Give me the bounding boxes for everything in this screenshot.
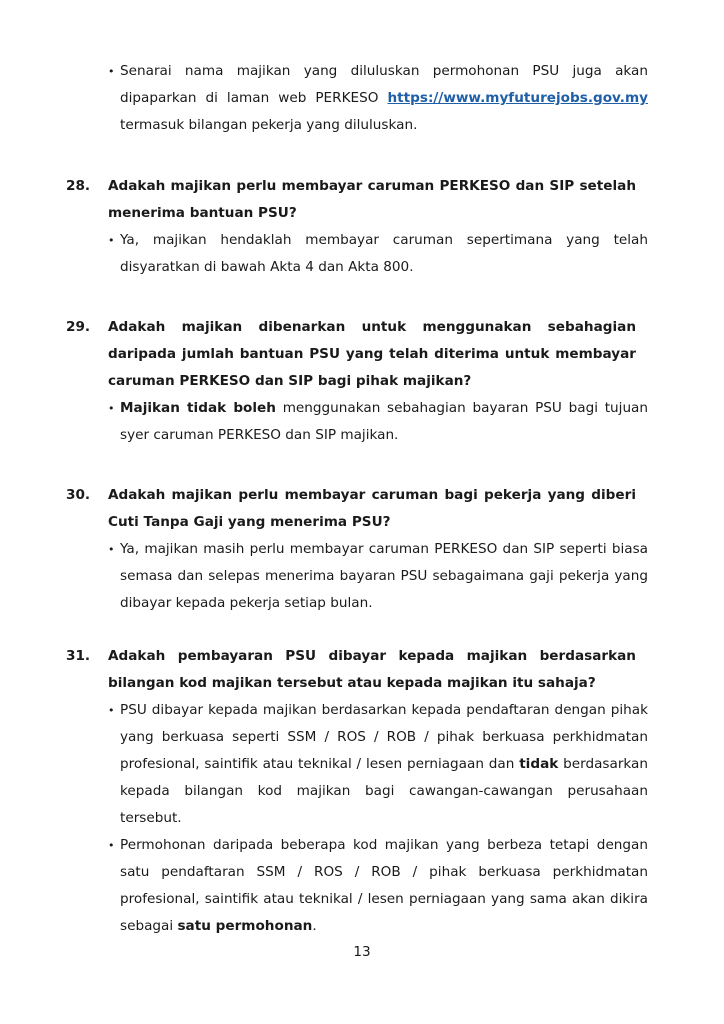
answer-31a-before: PSU dibayar kepada majikan berdasarkan kepada pendaftaran dengan pihak yang berkuasa seperti SSM / ROS / ROB / pihak berkuasa perkhidmatan profesional, saintifik atau teknikal / lesen perniagaan dan xyxy=(120,702,648,772)
answer-30 xyxy=(108,536,648,617)
page-number: 13 xyxy=(353,944,371,960)
answer-31b-after: . xyxy=(312,918,317,934)
intro-text-before: Senarai nama majikan yang diluluskan permohonan PSU juga akan dipaparkan di laman web PERKESO xyxy=(120,63,648,106)
answer-30-text: Ya, majikan masih perlu membayar caruman PERKESO dan SIP seperti biasa semasa dan selepas menerima bayaran PSU sebagaimana gaji pekerja yang dibayar kepada pekerja setiap bulan. xyxy=(120,541,648,611)
question-31: Adakah pembayaran PSU dibayar kepada majikan berdasarkan bilangan kod majikan tersebut atau kepada majikan itu sahaja? xyxy=(108,648,636,691)
question-30: Adakah majikan perlu membayar caruman bagi pekerja yang diberi Cuti Tanpa Gaji yang menerima PSU? xyxy=(108,487,636,530)
intro-bullet xyxy=(108,58,648,139)
answer-31b-bold: satu permohonan xyxy=(177,918,313,934)
bullet-icon: • xyxy=(108,839,115,852)
answer-29-text: menggunakan sebahagian bayaran PSU bagi tujuan syer caruman PERKESO dan SIP majikan. xyxy=(120,400,649,443)
answer-28 xyxy=(108,227,648,281)
question-number-28: 28. xyxy=(66,178,91,194)
answer-31-bullet-2 xyxy=(108,832,648,940)
myfuturejobs-link[interactable]: https://www.myfuturejobs.gov.my xyxy=(387,90,648,106)
question-28: Adakah majikan perlu membayar caruman PERKESO dan SIP setelah menerima bantuan PSU? xyxy=(108,178,636,221)
answer-31a-bold: tidak xyxy=(519,756,559,772)
bullet-icon: • xyxy=(108,704,115,717)
question-29: Adakah majikan dibenarkan untuk menggunakan sebahagian daripada jumlah bantuan PSU yang telah diterima untuk membayar caruman PERKESO dan SIP bagi pihak majikan? xyxy=(108,319,636,389)
intro-text-after: termasuk bilangan pekerja yang diluluskan. xyxy=(120,117,418,133)
bullet-icon: • xyxy=(108,543,115,556)
answer-31-bullet-1 xyxy=(108,697,648,832)
answer-31a-after: berdasarkan kepada bilangan kod majikan bagi cawangan-cawangan perusahaan tersebut. xyxy=(120,756,649,826)
answer-31b-before: Permohonan daripada beberapa kod majikan yang berbeza tetapi dengan satu pendaftaran SSM / ROS / ROB / pihak berkuasa perkhidmatan profesional, saintifik atau teknikal / lesen perniagaan yang sama akan dikira sebagai xyxy=(120,837,648,934)
question-number-29: 29. xyxy=(66,319,91,335)
answer-29-bold: Majikan tidak boleh xyxy=(120,400,276,416)
answer-28-text: Ya, majikan hendaklah membayar caruman sepertimana yang telah disyaratkan di bawah Akta 4 dan Akta 800. xyxy=(120,232,648,275)
bullet-icon: • xyxy=(108,65,115,78)
question-number-31: 31. xyxy=(66,648,91,664)
answer-29 xyxy=(108,395,648,449)
bullet-icon: • xyxy=(108,234,115,247)
bullet-icon: • xyxy=(108,402,115,415)
question-number-30: 30. xyxy=(66,487,91,503)
